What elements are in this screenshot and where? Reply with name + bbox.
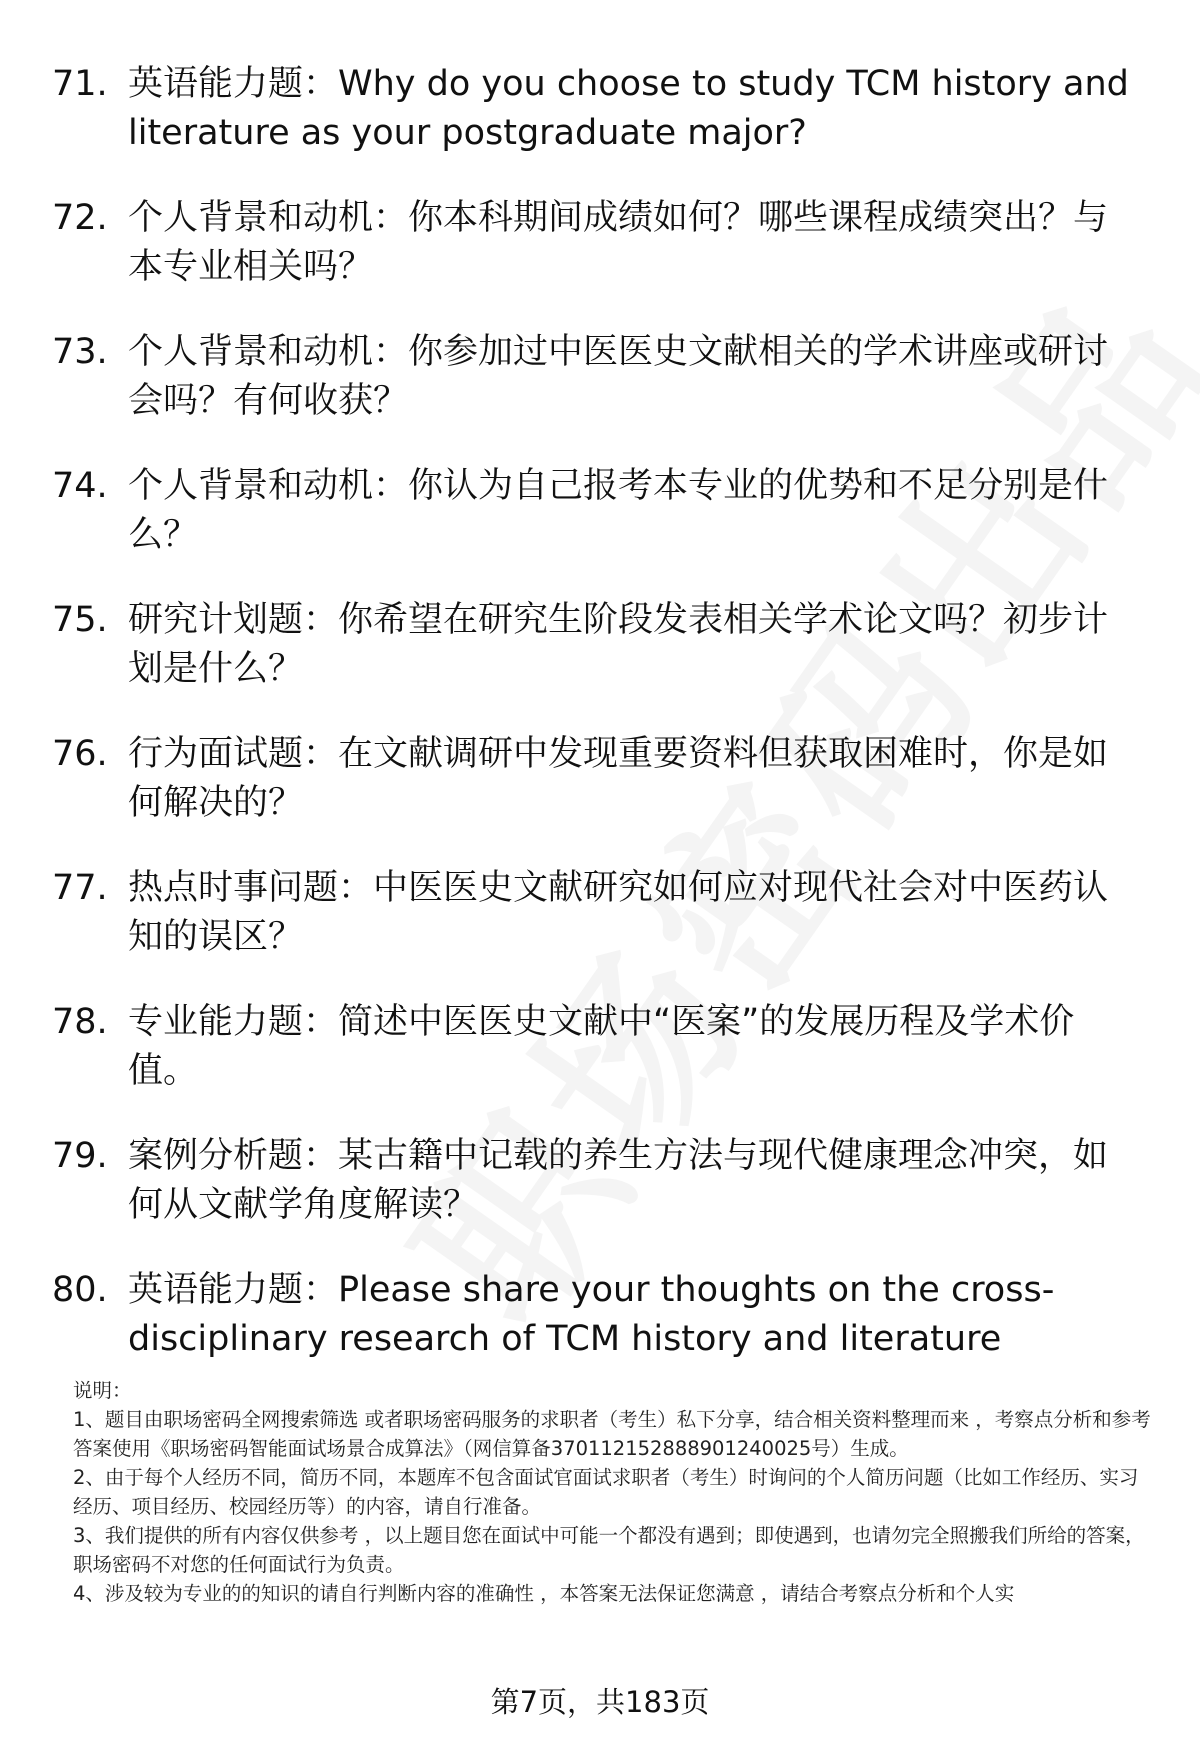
notes-heading: 说明： (73, 1379, 132, 1402)
question-item (52, 328, 1142, 426)
note-item: 1、题目由职场密码全网搜索筛选 或者职场密码服务的求职者（考生）私下分享，结合相关资料整理而来 ，考察点分析和参考答案使用《职场密码智能面试场景合成算法》（网信算备370112152888901240025号）生成。 (73, 1408, 1151, 1460)
question-text: 研究计划题：你希望在研究生阶段发表相关学术论文吗？初步计划是什么？ (128, 600, 1109, 689)
notes-section (73, 1376, 1153, 1608)
question-item (52, 194, 1142, 292)
note-item: 2、由于每个人经历不同，简历不同，本题库不包含面试官面试求职者（考生）时询问的个人简历问题（比如工作经历、实习经历、项目经历、校园经历等）的内容，请自行准备。 (73, 1466, 1139, 1518)
question-item (52, 1132, 1142, 1230)
question-text: 个人背景和动机：你认为自己报考本专业的优势和不足分别是什么？ (128, 466, 1109, 555)
question-text: 个人背景和动机：你参加过中医医史文献相关的学术讲座或研讨会吗？有何收获？ (128, 332, 1109, 421)
page-number: 第7页，共183页 (490, 1685, 710, 1719)
question-number: 71. (52, 64, 108, 104)
question-item (52, 730, 1142, 828)
question-text: 英语能力题：Please share your thoughts on the cross-disciplinary research of TCM history and literature (128, 1270, 1055, 1359)
question-list (52, 60, 1142, 1400)
question-number: 78. (52, 1002, 108, 1042)
question-number: 77. (52, 868, 108, 908)
question-number: 75. (52, 600, 108, 640)
question-number: 73. (52, 332, 108, 372)
question-number: 72. (52, 198, 108, 238)
question-text: 个人背景和动机：你本科期间成绩如何？哪些课程成绩突出？与本专业相关吗？ (128, 198, 1109, 287)
question-text: 行为面试题：在文献调研中发现重要资料但获取困难时，你是如何解决的？ (128, 734, 1109, 823)
question-item (52, 60, 1142, 158)
question-number: 79. (52, 1136, 108, 1176)
question-text: 英语能力题：Why do you choose to study TCM history and literature as your postgraduate major? (128, 64, 1129, 153)
question-text: 案例分析题：某古籍中记载的养生方法与现代健康理念冲突，如何从文献学角度解读？ (128, 1136, 1109, 1225)
question-item (52, 998, 1142, 1096)
question-item (52, 864, 1142, 962)
question-number: 76. (52, 734, 108, 774)
question-text: 专业能力题：简述中医医史文献中“医案”的发展历程及学术价值。 (128, 1002, 1075, 1091)
question-number: 74. (52, 466, 108, 506)
question-item (52, 596, 1142, 694)
question-item (52, 1266, 1142, 1364)
note-item: 3、我们提供的所有内容仅供参考 ，以上题目您在面试中可能一个都没有遇到；即使遇到，也请勿完全照搬我们所给的答案，职场密码不对您的任何面试行为负责。 (73, 1524, 1145, 1576)
question-number: 80. (52, 1270, 108, 1310)
note-item: 4、涉及较为专业的的知识的请自行判断内容的准确性 ，本答案无法保证您满意 ，请结合考察点分析和个人实 (73, 1582, 1015, 1605)
question-item (52, 462, 1142, 560)
question-text: 热点时事问题：中医医史文献研究如何应对现代社会对中医药认知的误区？ (128, 868, 1109, 957)
